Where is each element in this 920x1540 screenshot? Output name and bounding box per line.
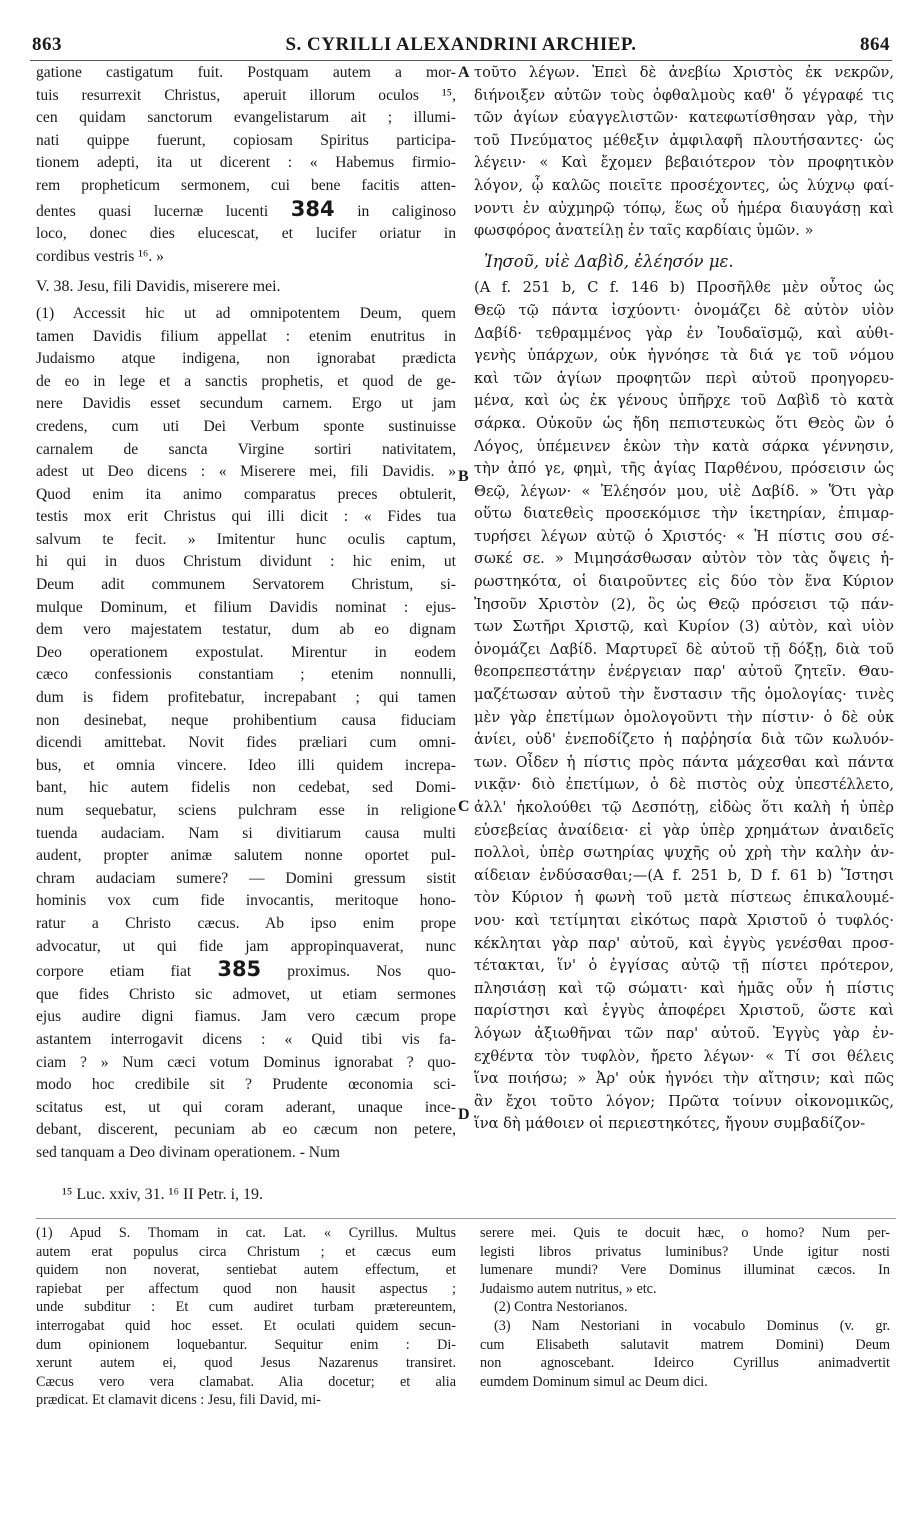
text-line: (1) Accessit hic ut ad omnipotentem Deum, quem xyxy=(36,304,456,322)
note-line: legisti libros privatus luminibus? Unde igitur nosti xyxy=(480,1243,890,1260)
text-line: ἵνα δὴ μάθοιεν οἱ περιεστηκότες, ἤγουν συμβαδίζον- xyxy=(474,1115,866,1133)
text-line: εὐσεβείας ἀναίδεια· εἰ γὰρ ὑπὲρ χρημάτων ἀναιδεῖς xyxy=(474,821,894,839)
text-line: νικᾷν· διὸ ἐπετίμων, ὁ δὲ πιστὸς οὐχ ὑπεστέλλετο, xyxy=(474,776,894,794)
text-line: κέκληται γὰρ παρ' αὐτοῦ, καὶ ἐγγὺς γενέσθαι προσ- xyxy=(474,934,894,952)
text-line: ἂν ἔχοι τοῦτο λόγον; Πρῶτα τοίνυν οἰκονομικῶς, xyxy=(474,1092,894,1110)
latin-intro xyxy=(36,62,456,268)
text-line: loco, donec dies elucescat, et lucifer oriatur in xyxy=(36,225,456,243)
text-line: debant, discerent, pecuniam ab eo cæcum non petere, xyxy=(36,1121,456,1139)
text-line: καὶ τῶν ἁγίων προφητῶν περὶ αὐτοῦ προηγορευ- xyxy=(474,369,894,387)
note-line: dum opinionem loquebantur. Sequitur enim : Di- xyxy=(36,1336,456,1353)
text-line: dum is fidem profitebatur, increpabant ; qui tamen xyxy=(36,689,456,707)
text-line: astantem interrogavit dicens : « Quid tibi vis fa- xyxy=(36,1030,456,1048)
note-line: Judaismo autem nutritus, » etc. xyxy=(480,1280,657,1297)
text-line: μένα, καὶ ὡς ἐκ γένους ὑπῆρχε τοῦ Δαβὶδ τὸ κατὰ xyxy=(474,392,894,410)
note-line: xerunt autem ei, quod Jesus Nazarenus transiret. xyxy=(36,1355,456,1372)
note-line: serere mei. Quis te docuit hæc, o homo? Num per- xyxy=(480,1225,890,1241)
text-line: Θεῷ τῷ πάντα ἰσχύοντι· ὀνομάζει δὲ αὐτὸν υἱὸν xyxy=(474,301,894,319)
text-line: νου· καὶ τετίμηται εἰκότως παρὰ Χριστοῦ ὁ τυφλός· xyxy=(474,911,894,929)
text-line: nati quippe fuerunt, copiosam Spiritus participa- xyxy=(36,131,456,149)
text-line: εχθέντα τὸν τυφλὸν, ἤρετο λέγων· « Τί σοι θέλεις xyxy=(474,1047,894,1065)
text-line: num sequebatur, sciens pulchram esse in religione xyxy=(36,802,456,819)
note-line: (2) Contra Nestorianos. xyxy=(494,1299,628,1316)
text-line-with-marker xyxy=(36,958,456,984)
text-fragment: in caliginoso xyxy=(357,202,456,220)
note-line: cum Elisabeth salutavit matrem Domini) Deum xyxy=(480,1336,890,1353)
text-line: tuis resurrexit Christus, aperuit illorum oculos ¹⁵, xyxy=(36,86,456,104)
text-line: Deum adit communem Servatorem Christum, si- xyxy=(36,576,456,594)
text-line: Quod enim ita animo comparatus preces obtulerit, xyxy=(36,485,456,503)
text-line: λόγον, ᾧ καλῶς ποιεῖτε προσέχοντες, ὡς λύχνῳ φαί- xyxy=(474,176,894,194)
margin-letter-c: C xyxy=(458,798,470,815)
text-fragment: proximus. Nos quo- xyxy=(287,963,456,981)
text-line: salvum te fecit. » Imitentur hunc oculis captum, xyxy=(36,530,456,548)
greek-body xyxy=(474,277,894,1136)
text-line: πολλοὶ, ὑπὲρ σωτηρίας ψυχῆς οὐ χρὴ τὴν καλὴν ἀν- xyxy=(474,844,894,862)
text-line: cordibus vestris ¹⁶. » xyxy=(36,247,164,265)
note-line: Cæcus vero vera clamabat. Alia docetur; et alia xyxy=(36,1373,456,1390)
text-line: σωκέ σε. » Μιμησάσθωσαν αὐτὸν τὸν τὰς ὄψεις ἠ- xyxy=(474,550,894,568)
text-line: των Σωτῆρι Χριστῷ, καὶ Κυρίον (3) αὐτὸν, καὶ υἱὸν xyxy=(474,618,894,636)
note-line: lumenare mundi? Vere Dominus illuminat cæcos. In xyxy=(480,1262,890,1279)
text-line: τῶν ἁγίων εὐαγγελιστῶν· κατεφωτίσθησαν γὰρ, τὴν xyxy=(474,109,894,127)
note-line: autem erat populus circa Christum ; et cæcus eum xyxy=(36,1243,456,1260)
text-line: γενὴς ὑπάρχων, οὐκ ἠγνόησε τὰ διά γε τοῦ νόμου xyxy=(474,347,894,365)
text-line: audent, propter animæ salutem nonne oportet pul- xyxy=(36,847,456,865)
inline-page-marker: 384 xyxy=(290,197,335,221)
text-line: gatione castigatum fuit. Postquam autem a mor- xyxy=(36,64,456,81)
text-line: τέτακται, ἵν' ὁ ἐγγίσας αὐτῷ τῇ πίστει πρότερον, xyxy=(474,957,894,975)
text-line: τὴν ἀπό γε, φημὶ, τῆς ἁγίας Παρθένου, πρόσεισιν ὡς xyxy=(474,460,894,478)
text-line: πλησιάσῃ καὶ τῷ σώματι· καὶ ἡμᾶς οὖν ἡ πίστις xyxy=(474,979,894,997)
text-line: tuenda audaciam. Nam si divitiarum causa multi xyxy=(36,824,456,842)
text-line: διήνοιξεν αὐτῶν τοὺς ὀφθαλμοὺς καθ' ὅ γέγραφέ τις xyxy=(474,86,894,104)
text-line: Ἰησοῦν Χριστὸν (2), ὃς ὡς Θεῷ πρόσεισι τῷ πάν- xyxy=(474,595,894,613)
text-line: των. Οἶδεν ἡ πίστις πρὸς πάντα μάχεσθαι καὶ πάντα xyxy=(474,753,894,771)
text-line: cæco confessionis constantiam ; etenim nonnulli, xyxy=(36,666,456,684)
note-line: interrogabat quid hoc esset. Et oculati quidem secun- xyxy=(36,1317,456,1334)
margin-letter-b: B xyxy=(458,468,469,485)
verse-heading-latin xyxy=(36,276,456,299)
text-line: rem propheticum sermonem, cui bene facitis atten- xyxy=(36,176,456,194)
text-line: de eo in lege et a sanctis prophetis, et quod de ge- xyxy=(36,372,456,390)
page-number-left: 863 xyxy=(32,34,62,55)
footnote-rule xyxy=(36,1218,896,1219)
text-line: testis mox erit Christus qui illi dicit : « Fides tua xyxy=(36,508,456,526)
text-line: hi qui in duos Christum dividunt : hic enim, ut xyxy=(36,553,456,571)
notes-right-column xyxy=(480,1224,890,1391)
text-line: non desinebat, neque prohibentium causa fiduciam xyxy=(36,711,456,729)
text-line: modo hoc credibile sit ? Prudente œconomia sci- xyxy=(36,1076,456,1094)
text-line: bus, et omnia vincere. Ideo illi quidem increpa- xyxy=(36,756,456,774)
text-line: φωσφόρος ἀνατείλῃ ἐν ταῖς καρδίαις ὑμῶν. » xyxy=(474,222,814,240)
latin-body xyxy=(36,303,456,1165)
text-line: Λόγος, ὑπέμεινεν ἑκὼν τὴν κατὰ σάρκα γέννησιν, xyxy=(474,437,894,455)
text-line: Δαβίδ· τεθραμμένος γὰρ ἐν Ἰουδαϊσμῷ, καὶ αὐθι- xyxy=(474,324,894,342)
text-line: tionem adepti, ita ut dicerent : « Habemus firmio- xyxy=(36,154,456,172)
text-line: τοῦτο λέγων. Ἐπεὶ δὲ ἀνεβίω Χριστὸς ἐκ νεκρῶν, xyxy=(474,64,894,81)
text-line: Θεῷ, λέγων· « Ἐλέησόν μου, υἱὲ Δαβίδ. » Ὅτι γὰρ xyxy=(474,482,894,500)
greek-column xyxy=(474,62,894,1136)
text-line: τυρήσει λέγων αὐτῷ ὁ Χριστός· « Ἡ πίστις σου σέ- xyxy=(474,527,894,545)
note-line: prædicat. Et clamavit dicens : Jesu, fili David, mi- xyxy=(36,1392,321,1409)
text-line: Judaismo atque indigena, non ignorabat prædicta xyxy=(36,350,456,368)
text-line: λόγων ἀξιωθῆναι τῶν παρ' αὐτοῦ. Ἐγγὺς γὰρ ἐν- xyxy=(474,1024,894,1042)
text-line: hominis vox cum fide invocantis, meritoque hono- xyxy=(36,892,456,910)
text-line: dem vero majestatem testatur, dum ab eo dignam xyxy=(36,621,456,639)
notes-left-column xyxy=(36,1224,456,1410)
running-title: S. CYRILLI ALEXANDRINI ARCHIEP. xyxy=(285,34,637,55)
text-line: μαζέτωσαν αὐτοῦ τὴν ἔνστασιν τῆς ὁμολογίας· τινὲς xyxy=(474,686,894,704)
page-number-right: 864 xyxy=(860,34,890,55)
text-line: tamen Davidis filium appellat : etenim enutritus in xyxy=(36,327,456,345)
page-header xyxy=(30,34,892,61)
inline-page-marker: 385 xyxy=(217,958,262,982)
text-line: que fides Christo sic admovet, ut etiam sermones xyxy=(36,985,456,1003)
text-line: λέγειν· « Καὶ ἔχομεν βεβαιότερον τὸν προφητικὸν xyxy=(474,154,894,172)
footnote-references: ¹⁵ Luc. xxiv, 31. ¹⁶ II Petr. i, 19. xyxy=(62,1186,264,1203)
text-line: nere Davidis esset secundum carnem. Ergo ut jam xyxy=(36,395,456,413)
text-line: τοῦ Πνεύματος μέθεξιν ἀμφιλαφῆ πλουτήσαντες· ὡς xyxy=(474,131,894,149)
text-line: sed tanquam a Deo divinam operationem. - Num xyxy=(36,1143,340,1161)
note-line: quidem non noverat, sentiebat autem effectum, et xyxy=(36,1262,456,1279)
note-line: (1) Apud S. Thomam in cat. Lat. « Cyrillus. Multus xyxy=(36,1225,456,1241)
text-line: ἀνίει, οὐδ' ἐνεποδίζετο ἡ παῤῥησία διὰ τῶν κωλυόν- xyxy=(474,731,894,749)
text-line: carnalem de sancta Virgine sortiri nativitatem, xyxy=(36,440,456,458)
text-line: adest ut Deo dicens : « Miserere mei, fili Davidis. » xyxy=(36,463,456,481)
note-line: unde subditur : Et cum audiret turbam prætereuntem, xyxy=(36,1299,456,1316)
text-line-with-marker xyxy=(36,198,456,224)
text-line: νοντι ἐν αὐχμηρῷ τόπῳ, ἕως οὗ ἡμέρα διαυγάσῃ καὶ xyxy=(474,199,894,217)
margin-letter-a: A xyxy=(458,64,470,81)
greek-intro xyxy=(474,62,894,243)
text-line: advocatur, ut qui fide jam appropinquaverat, nunc xyxy=(36,937,456,955)
note-line: non agnoscebant. Ideirco Cyrillus animadvertit xyxy=(480,1355,890,1372)
text-line: chram audaciam sumere? — Domini gressum sistit xyxy=(36,869,456,887)
margin-letter-d: D xyxy=(458,1106,470,1123)
text-line: dicendi amittebat. Novit fides præliari cum omni- xyxy=(36,734,456,752)
text-line: ejus audire digni fiamus. Jam vero cæcum prope xyxy=(36,1008,456,1026)
text-line: μὲν γὰρ ἐπετίμων ὁμολογοῦντι τὴν πίστιν· ὁ δὲ οὐκ xyxy=(474,708,894,726)
text-line: οὕτω διατεθεὶς προσεκόμισε τὴν ἱκετηρίαν, ἐπιμαρ- xyxy=(474,505,894,523)
text-line: θεοπρεπεστάτην ἐνέργειαν παρ' αὐτοῦ ζητεῖν. Θαυ- xyxy=(474,663,894,681)
note-line: eumdem Dominum simul ac Deum dici. xyxy=(480,1373,708,1390)
text-line: ρωστηκότα, οἱ διαιροῦντες εἰς δύο τὸν ἕνα Κύριον xyxy=(474,573,894,591)
text-line: scitatus est, ut qui coram aderant, unaque ince- xyxy=(36,1098,456,1116)
note-line: (3) Nam Nestoriani in vocabulo Dominus (v. gr. xyxy=(494,1317,890,1334)
text-line: Deo operationem expostulat. Mirentur in eodem xyxy=(36,643,456,661)
verse-heading-greek xyxy=(474,251,894,274)
verse-heading-text: V. 38. Jesu, fili Davidis, miserere mei. xyxy=(36,278,281,296)
text-line: mulque Dominum, et filium Davidis nominat : ejus- xyxy=(36,598,456,616)
text-line: credens, cum uti Dei Verbum sponte sustinuisse xyxy=(36,417,456,435)
verse-heading-text: Ἰησοῦ, υἱὲ Δαβὶδ, ἐλέησόν με. xyxy=(484,251,734,271)
text-line: (A f. 251 b, C f. 146 b) Προσῆλθε μὲν οὗτος ὡς xyxy=(474,279,894,297)
text-line: αίδειαν ἐνδύσασθαι;—(A f. 251 b, D f. 61 b) Ἵστησι xyxy=(474,866,894,884)
text-line: ἵνα ποιήσω; » Ἀρ' οὐκ ἠγνόει τὴν αἴτησιν; καὶ πῶς xyxy=(474,1070,894,1088)
text-line: ἀλλ' ἠκολούθει τῷ Δεσπότῃ, εἰδὼς ὅτι καλὴ ἡ ὑπὲρ xyxy=(474,799,894,816)
text-line: τὸν Κύριον ἡ φωνὴ τοῦ μετὰ πίστεως ἐπικαλουμέ- xyxy=(474,889,894,907)
text-line: σάρκα. Οὐκοῦν ὡς ἤδη πεπιστευκὼς ὅτι Θεὸς ὢν ὁ xyxy=(474,414,894,432)
note-line: rapiebat per affectum quod non hausit aspectus ; xyxy=(36,1280,456,1297)
text-line: ciam ? » Num cæci votum Dominus ignorabat ? quo- xyxy=(36,1053,456,1071)
text-line: ὀνομάζει Δαβίδ. Μαρτυρεῖ δὲ αὐτοῦ τῇ δόξῃ, διὰ τοῦ xyxy=(474,640,894,658)
text-line: cen quidam sanctorum evangelistarum ait ; illumi- xyxy=(36,109,456,127)
text-line: bant, hic autem fidelis non cedebat, sed Domi- xyxy=(36,779,456,797)
text-fragment: dentes quasi lucernæ lucenti xyxy=(36,202,269,220)
text-line: παρίστησι καὶ ἐγγὺς ἀποφέρει Χριστοῦ, ὥστε καὶ xyxy=(474,1002,894,1020)
text-line: ratur a Christo cæcus. Ab ipso enim prope xyxy=(36,914,456,932)
text-fragment: corpore etiam fiat xyxy=(36,963,192,981)
latin-column xyxy=(36,62,456,1165)
